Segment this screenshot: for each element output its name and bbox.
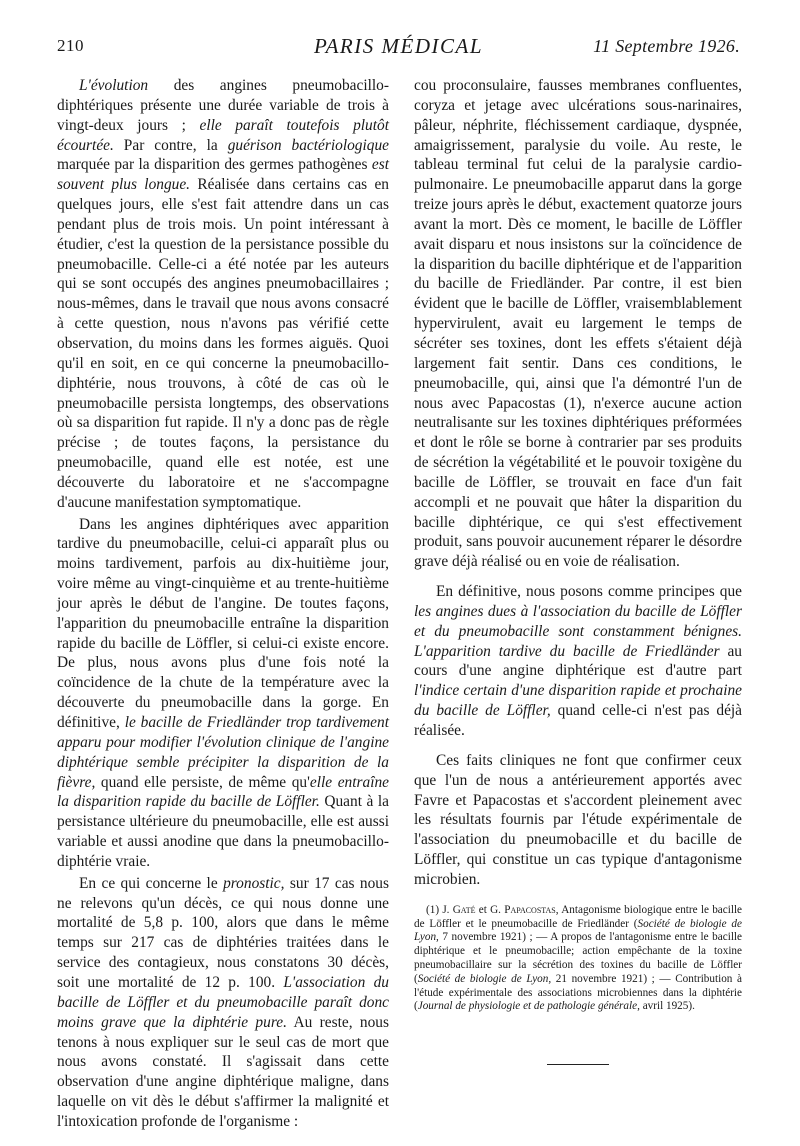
running-header (57, 36, 740, 62)
paragraph-continued (414, 76, 742, 572)
footnote (414, 904, 742, 1014)
text-run: Par contre, la (113, 136, 228, 154)
paragraph-conclusion (414, 751, 742, 890)
left-column (57, 76, 389, 1132)
emphasis: les angines dues à l'association du bacille de Löffler et du pneumobacille sont constamment bénignes. L'apparition tardive du bacille de Friedländer (414, 602, 742, 660)
emphasis: est souvent plus longue. (57, 156, 389, 194)
end-rule-divider (547, 1064, 609, 1065)
paragraph-pronostic (57, 874, 389, 1132)
paragraph-angines-diphteriques (57, 515, 389, 872)
emphasis: l'indice certain d'une disparition rapide et prochaine du bacille de Löffler, (414, 682, 742, 720)
text-run: cou proconsulaire, fausses membranes confluentes, coryza et jetage avec ulcérations sous-narinaires, pâleur, néphrite, fléchissement cardiaque, dyspnée, amaigrissement, paralysie du voile. Au reste, le tableau terminal fut celui de la paralysie cardio-pulmonaire. Le pneumobacille apparut dans la gorge treize jours après le début, exactement quatorze jours avant la mort. Dès ce moment, le bacille de Löffler avait disparu et nous insistons sur la coïncidence de la disparition du bacille diphtérique et de l'apparition du bacille de Friedländer. Par contre, il est bien évident que le bacille de Löffler, vraisemblablement hypervirulent, avait eu largement le temps de sécréter ses toxines, dont les effets s'étaient déjà largement fait sentir. Dans ces conditions, le pneumobacille, qui, ainsi que l'a démontré l'un de nous avec Papacostas (1), n'exerce aucune action neutralisante sur les toxines diphtériques préformées et dont le rôle se borne à contrarier par ses produits de sécrétion la végétabilité et le pouvoir toxigène du bacille de Löffler, se trouvait en face d'un fait accompli et ne pouvait que hâter la disparition du bacille diphtérique, ce qui s'est effectivement produit, sans pouvoir aucunement réparer le désordre grave déjà réalisé ou en voie de réalisation. (414, 77, 742, 571)
emphasis: L'évolution (79, 77, 149, 94)
text-run: et (475, 903, 491, 916)
author-name: G. Papacostas (490, 903, 556, 916)
page-number: 210 (57, 36, 84, 55)
text-run: des angines pneumobacillo-diphtériques présente une durée variable de trois à vingt-deux jours ; (57, 77, 389, 134)
issue-date: 11 Septembre 1926. (593, 36, 740, 56)
text-run: Quant à la persistance ultérieure du pneumobacille, elle est aussi variable et aussi anodine que dans la pneumobacillo-diphtérie vraie. (57, 793, 389, 870)
text-run: avril 1925). (639, 1000, 695, 1013)
emphasis: le bacille de Friedländer trop tardivement apparu pour modifier l'évolution clinique de l'angine diphtérique semble précipiter la disparition de la fièvre, (57, 714, 389, 791)
text-run: quand celle-ci n'est pas déjà réalisée. (414, 702, 743, 739)
text-run: marquée par la disparition des germes pathogènes (57, 156, 372, 174)
text-run: au cours d'une angine diphtérique est d'autre part (414, 642, 742, 680)
text-run: sur 17 cas nous ne relevons qu'un décès, ce qui nous donne une mortalité de 5,8 p. 100, alors que dans le même temps sur 217 cas de diphtéries traitées dans le service des contagieux, nous constatons 30 décès, soit une mortalité de 12 p. 100. (57, 874, 389, 991)
right-column (414, 76, 742, 1065)
text-run: , Antagonisme biologique entre le bacille de Löffler et le pneumobacille de Friedländer ( (414, 903, 743, 930)
emphasis: guérison bactériologique (227, 136, 389, 154)
text-run: En ce qui concerne le (79, 874, 224, 892)
text-run: Dans les angines diphtériques avec apparition tardive du pneumobacille, celui-ci apparaît plus ou moins tardivement, parfois au dix-huitième jour, voire même au vingt-cinquième et au trente-huitième jour après le début de l'angine. De toutes façons, l'apparition du pneumobacille entraîne la disparition rapide du bacille de Löffler, si celui-ci existe encore. De plus, nous avons plus d'une fois noté la coïncidence de la chute de la température avec la découverte du pneumobacille dans la gorge. En définitive, (57, 515, 389, 731)
text-run: quand elle persiste, de même qu' (95, 773, 310, 791)
text-run: 21 novembre 1921) ; — Contribution à l'étude expérimentale des associations microbiennes dans la diphtérie ( (414, 972, 742, 1013)
text-run: Réalisée dans certains cas en quelques jours, elle s'est fait attendre dans un cas pendant plus de trois mois. Un point intéressant à étudier, c'est la question de la persistance possible du pneumobacille. Celle-ci a été notée par les auteurs qui se sont occupés des angines pneumobacillaires ; nous-mêmes, dans le travail que nous avons consacré à cette question, nous n'avons pas vérifié cette observation, du moins dans les formes aiguës. Quoi qu'il en soit, en ce qui concerne la pneumobacillo-diphtérie, nous trouvons, à côté de cas où le pneumobacille persista longtemps, des observations où sa disparition fut rapide. Il n'y a donc pas de règle précise ; de toutes façons, la persistance du pneumobacille, quand elle est notée, est une découverte du laboratoire et ne s'accompagne d'aucune manifestation symptomatique. (57, 176, 389, 511)
text-run: 7 novembre 1921) ; — A propos de l'antagonisme entre le bacille diphtérique et le pneumobacille; action empêchante de la toxine pneumobacillaire sur la sécrétion des toxines du bacille de Löffler ( (414, 931, 742, 985)
journal-title: PARIS MÉDICAL (313, 34, 483, 58)
text-run: Au reste, nous tenons à nous expliquer sur le seul cas de mort que nous avons constaté. Il s'agissait dans cette observation d'une angine diphtérique maligne, dans laquelle on vit dès le début s'affirmer la malignité et l'intoxication profonde de l'organisme : (57, 1013, 389, 1130)
emphasis: elle entraîne la disparition rapide du bacille de Löffler. (57, 773, 389, 811)
citation-source: Société de biologie de Lyon, (414, 917, 742, 944)
text-run: En définitive, nous posons comme principes que (436, 583, 742, 601)
emphasis: elle paraît toutefois plutôt écourtée. (57, 116, 389, 154)
emphasis: pronostic, (223, 874, 285, 892)
footnote-marker: (1) (426, 903, 443, 916)
emphasis: L'association du bacille de Löffler et du pneumobacille paraît donc moins grave que la diphtérie pure. (57, 973, 389, 1031)
citation-source: Société de biologie de Lyon, (417, 972, 552, 985)
citation-source: Journal de physiologie et de pathologie générale, (417, 1000, 640, 1013)
author-name: J. Gaté (442, 903, 476, 916)
paragraph-definitive (414, 582, 742, 741)
paragraph-evolution (57, 76, 389, 513)
text-run: Ces faits cliniques ne font que confirmer ceux que l'un de nous a antérieurement apportés avec Favre et Papacostas et s'accordent pleinement avec les résultats fournis par l'étude expérimentale de l'association du pneumobacille et du bacille de Löffler, qui constitue un cas typique d'antagonisme microbien. (414, 751, 742, 888)
